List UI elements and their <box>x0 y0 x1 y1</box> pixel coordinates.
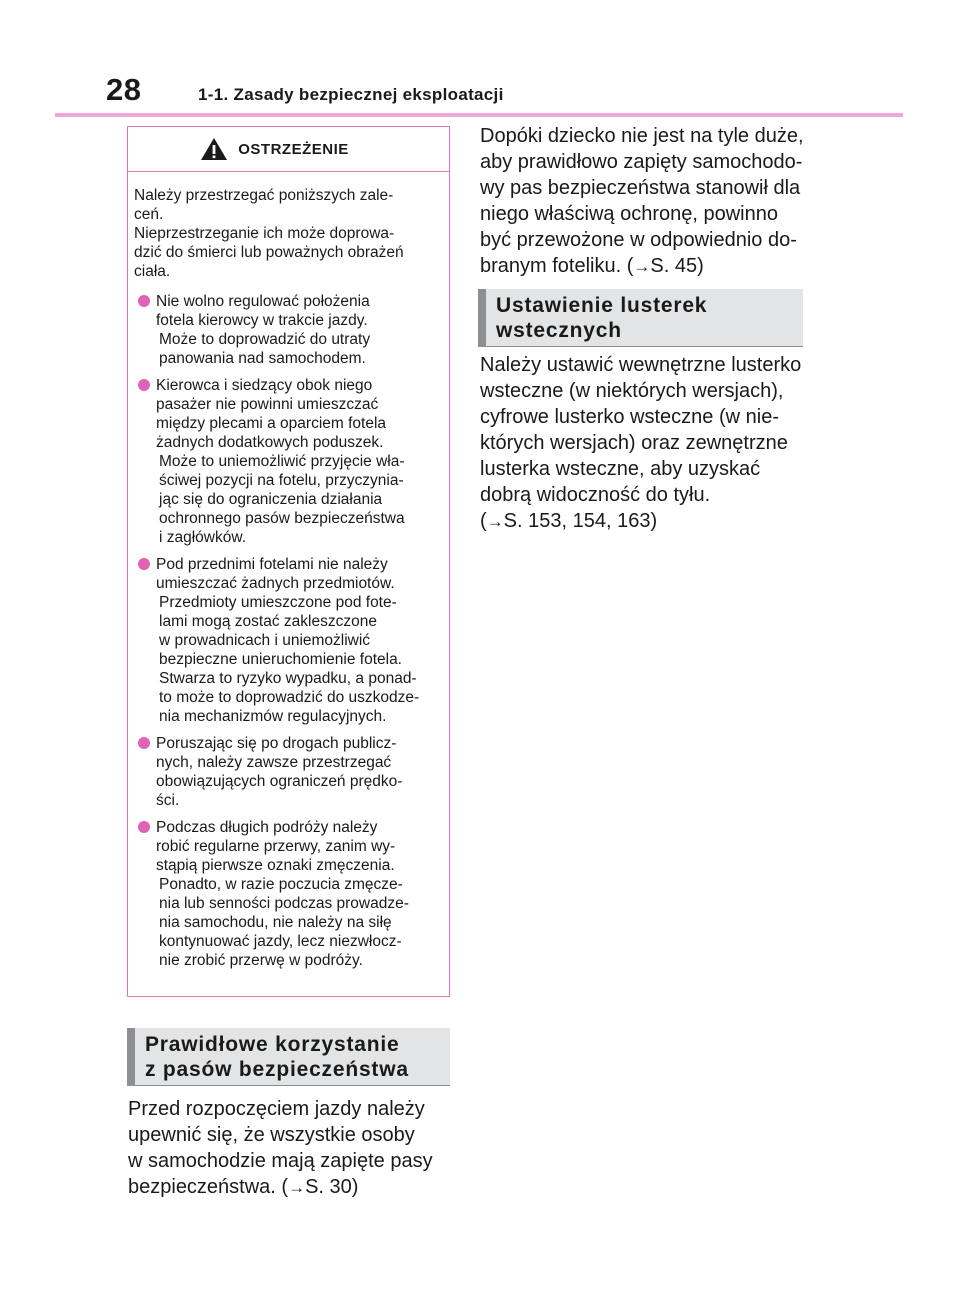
item-line: Nie wolno regulować położenia <box>156 293 370 310</box>
heading-line: wstecznych <box>496 319 622 342</box>
text-line: których wersjach) oraz zewnętrzne <box>480 432 788 454</box>
text-line <box>128 1174 433 1201</box>
text-line: cyfrowe lusterko wsteczne (w nie- <box>480 406 779 428</box>
mirrors-paragraph <box>480 352 801 535</box>
item-line: nia mechanizmów regulacyjnych. <box>159 708 387 725</box>
warning-item-text <box>156 818 441 970</box>
item-line: nych, należy zawsze przestrzegać <box>156 754 392 771</box>
item-line: ściwej pozycji na fotelu, przyczynia- <box>159 472 404 489</box>
item-line: fotela kierowcy w trakcie jazdy. <box>156 312 368 329</box>
warning-item <box>134 818 441 970</box>
warning-item-text <box>156 292 441 368</box>
warning-item <box>134 376 441 547</box>
item-line: pasażer nie powinni umieszczać <box>156 396 379 413</box>
warning-item <box>134 555 441 726</box>
warning-triangle-icon <box>200 137 228 161</box>
item-line: Ponadto, w razie poczucia zmęcze- <box>159 876 403 893</box>
arrow-right-icon: → <box>288 1178 306 1197</box>
warning-intro <box>134 186 441 281</box>
text-line: Należy ustawić wewnętrzne lusterko <box>480 354 802 376</box>
item-line: stąpią pierwsze oznaki zmęczenia. <box>156 857 395 874</box>
item-line: Przedmioty umieszczone pod fote- <box>159 594 397 611</box>
warning-item <box>134 734 441 810</box>
text-line: lusterka wsteczne, aby uzyskać <box>480 458 761 480</box>
item-line: między plecami a oparciem fotela <box>156 415 387 432</box>
item-line: umieszczać żadnych przedmiotów. <box>156 575 395 592</box>
text-line: niego właściwą ochronę, powinno <box>480 203 778 225</box>
warning-box <box>127 126 450 997</box>
item-line: kontynuować jazdy, lecz niezwłocz- <box>159 933 402 950</box>
intro-line: ceń. <box>134 206 164 223</box>
text-line: w samochodzie mają zapięte pasy <box>128 1150 433 1172</box>
header-rule <box>55 113 903 117</box>
warning-header <box>128 127 449 172</box>
item-line: żadnych dodatkowych poduszek. <box>156 434 384 451</box>
item-line: lami mogą zostać zakleszczone <box>159 613 377 630</box>
warning-item-text <box>156 376 441 547</box>
section-heading-mirrors <box>478 289 803 347</box>
item-line: i zagłówków. <box>159 529 247 546</box>
intro-line: Należy przestrzegać poniższych zale- <box>134 187 394 204</box>
section-heading-seatbelts <box>127 1028 450 1086</box>
heading-line: Ustawienie lusterek <box>496 294 708 317</box>
intro-line: dzić do śmierci lub poważnych obrażeń <box>134 244 404 261</box>
bullet-icon <box>138 821 150 833</box>
item-line: Może to doprowadzić do utraty <box>159 331 371 348</box>
text-line: aby prawidłowo zapięty samochodo- <box>480 151 803 173</box>
item-line: w prowadnicach i uniemożliwić <box>159 632 371 649</box>
page-reference-link[interactable]: S. 153, 154, 163) <box>503 510 658 532</box>
heading-line: Prawidłowe korzystanie <box>145 1033 400 1056</box>
chapter-title: 1-1. Zasady bezpiecznej eksploatacji <box>198 85 504 104</box>
item-line: Stwarza to ryzyko wypadku, a ponad- <box>159 670 417 687</box>
item-line: nie zrobić przerwę w podróży. <box>159 952 363 969</box>
item-line: obowiązujących ograniczeń prędko- <box>156 773 403 790</box>
page-reference-link[interactable]: S. 30) <box>305 1176 359 1198</box>
warning-title: OSTRZEŻENIE <box>238 140 349 158</box>
text-line: upewnić się, że wszystkie osoby <box>128 1124 415 1146</box>
bullet-icon <box>138 737 150 749</box>
item-line: ochronnego pasów bezpieczeństwa <box>159 510 405 527</box>
item-line: nia lub senności podczas prowadze- <box>159 895 409 912</box>
page-reference-link[interactable]: S. 45) <box>650 255 704 277</box>
item-line: bezpieczne unieruchomienie fotela. <box>159 651 402 668</box>
item-line: nia samochodu, nie należy na siłę <box>159 914 392 931</box>
warning-item <box>134 292 441 368</box>
text-line: być przewożone w odpowiednio do- <box>480 229 797 251</box>
bullet-icon <box>138 295 150 307</box>
item-line: Podczas długich podróży należy <box>156 819 378 836</box>
heading-line: z pasów bezpieczeństwa <box>145 1058 409 1081</box>
warning-item-text <box>156 555 441 726</box>
item-line: robić regularne przerwy, zanim wy- <box>156 838 396 855</box>
item-line: Poruszając się po drogach publicz- <box>156 735 397 752</box>
text-line: Dopóki dziecko nie jest na tyle duże, <box>480 125 804 147</box>
warning-body <box>128 172 449 970</box>
bullet-icon <box>138 558 150 570</box>
text-line <box>480 508 801 535</box>
warning-item-text <box>156 734 441 810</box>
text-fragment: branym foteliku. ( <box>480 255 634 277</box>
item-line: Może to uniemożliwić przyjęcie wła- <box>159 453 405 470</box>
text-fragment: bezpieczeństwa. ( <box>128 1176 289 1198</box>
bullet-icon <box>138 379 150 391</box>
child-seat-paragraph <box>480 123 804 280</box>
item-line: Pod przednimi fotelami nie należy <box>156 556 388 573</box>
arrow-right-icon: → <box>633 257 651 276</box>
text-line: wsteczne (w niektórych wersjach), <box>480 380 784 402</box>
item-line: Kierowca i siedzący obok niego <box>156 377 373 394</box>
text-line: Przed rozpoczęciem jazdy należy <box>128 1098 425 1120</box>
page-number: 28 <box>106 72 142 107</box>
text-line: wy pas bezpieczeństwa stanowił dla <box>480 177 801 199</box>
item-line: to może to doprowadzić do uszkodze- <box>159 689 420 706</box>
text-line <box>480 253 804 280</box>
item-line: jąc się do ograniczenia działania <box>159 491 383 508</box>
text-fragment: ( <box>480 510 487 532</box>
intro-line: ciała. <box>134 263 171 280</box>
item-line: ści. <box>156 792 180 809</box>
seatbelts-paragraph <box>128 1096 433 1201</box>
text-line: dobrą widoczność do tyłu. <box>480 484 711 506</box>
intro-line: Nieprzestrzeganie ich może doprowa- <box>134 225 395 242</box>
arrow-right-icon: → <box>486 512 504 531</box>
item-line: panowania nad samochodem. <box>159 350 366 367</box>
